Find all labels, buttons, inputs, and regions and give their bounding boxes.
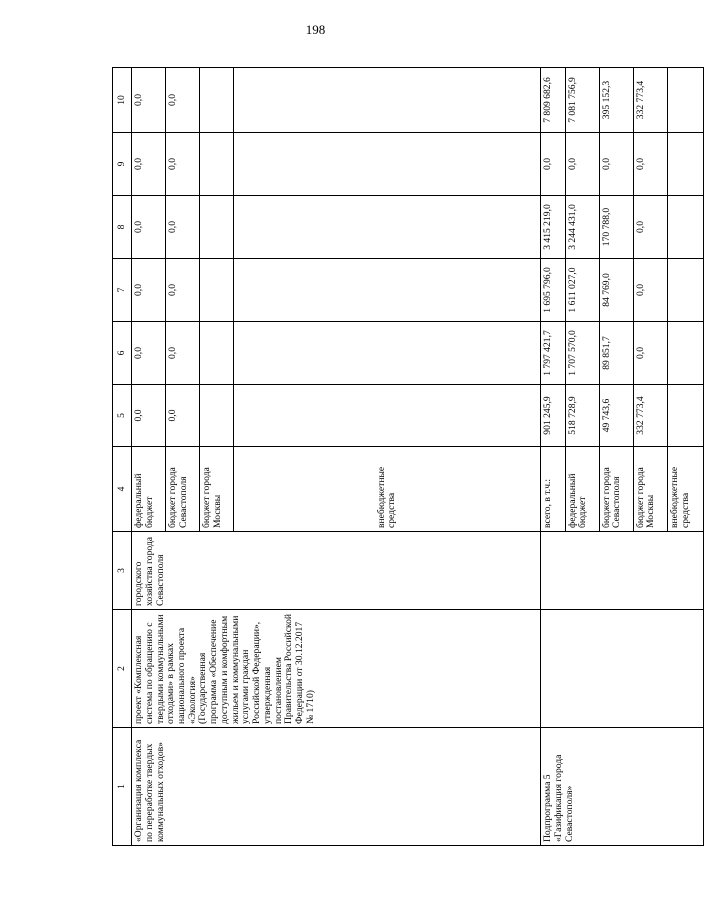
value-cell: 0,0 <box>132 322 166 385</box>
value-cell: 0,0 <box>132 259 166 322</box>
value-cell: 0,0 <box>633 259 667 322</box>
funding-source: бюджет города Севастополя <box>599 447 633 532</box>
value-cell: 7 081 756,9 <box>565 68 599 133</box>
column-number: 9 <box>113 133 132 196</box>
funding-source: бюджет города Москвы <box>633 447 667 532</box>
value-cell: 3 415 219,0 <box>541 196 565 259</box>
value-cell: 0,0 <box>541 133 565 196</box>
value-cell: 395 152,3 <box>599 68 633 133</box>
subprogram-name-cell: Подпрограмма 5 «Газификация города Севастополя» <box>541 728 704 846</box>
value-cell: 84 769,0 <box>599 259 633 322</box>
value-cell: 49 743,6 <box>599 385 633 447</box>
budget-table <box>112 67 704 846</box>
value-cell: 7 809 682,6 <box>541 68 565 133</box>
value-cell: 518 728,9 <box>565 385 599 447</box>
value-cell: 0,0 <box>166 259 200 322</box>
value-cell: 170 788,0 <box>599 196 633 259</box>
value-cell: 0,0 <box>166 196 200 259</box>
executor-cell: городского хозяйства города Севастополя <box>132 532 541 610</box>
column-number-row <box>113 68 132 846</box>
value-cell: 0,0 <box>166 133 200 196</box>
column-number: 7 <box>113 259 132 322</box>
value-cell: 332 773,4 <box>633 68 667 133</box>
table-row <box>132 68 166 846</box>
value-cell: 0,0 <box>565 133 599 196</box>
value-cell: 0,0 <box>132 196 166 259</box>
value-cell: 332 773,4 <box>633 385 667 447</box>
funding-source: всего, в т.ч.: <box>541 447 565 532</box>
column-number: 6 <box>113 322 132 385</box>
column-number: 8 <box>113 196 132 259</box>
column-number: 2 <box>113 610 132 728</box>
value-cell: 0,0 <box>633 322 667 385</box>
column-number: 5 <box>113 385 132 447</box>
event-name-cell: «Организация комплекса по переработке твердых коммунальных отходов» <box>132 728 541 846</box>
table-row <box>541 68 565 846</box>
value-cell: 89 851,7 <box>599 322 633 385</box>
value-cell: 0,0 <box>166 385 200 447</box>
value-cell: 1 707 570,0 <box>565 322 599 385</box>
page-number: 198 <box>305 22 326 37</box>
value-cell: 0,0 <box>633 196 667 259</box>
value-cell: 0,0 <box>132 385 166 447</box>
value-cell: 1 611 027,0 <box>565 259 599 322</box>
funding-source: внебюджетные средства <box>667 447 703 532</box>
column-number: 4 <box>113 447 132 532</box>
value-cell: 901 245,9 <box>541 385 565 447</box>
funding-source: внебюджетные средства <box>234 447 541 532</box>
value-cell: 0,0 <box>599 133 633 196</box>
column-number: 3 <box>113 532 132 610</box>
value-cell: 1 797 421,7 <box>541 322 565 385</box>
value-cell: 0,0 <box>166 322 200 385</box>
column-number: 1 <box>113 728 132 846</box>
value-cell: 0,0 <box>166 68 200 133</box>
funding-source: бюджет города Москвы <box>200 447 234 532</box>
funding-source: федеральный бюджет <box>565 447 599 532</box>
value-cell: 0,0 <box>633 133 667 196</box>
funding-source: бюджет города Севастополя <box>166 447 200 532</box>
value-cell: 0,0 <box>132 68 166 133</box>
value-cell: 0,0 <box>132 133 166 196</box>
funding-source: федеральный бюджет <box>132 447 166 532</box>
rotated-table-container <box>112 68 704 846</box>
column-number: 10 <box>113 68 132 133</box>
program-cell: проект «Комплексная система по обращению с твердыми коммунальными отходами» в рамках национального проекта «Экология» (Государственная программа «Обеспечение доступным и комфортным жильем и коммунальными услугами граждан Российской Федерации», утвержденная постановлением Правительства Российской Федерации от 30.12.2017 № 1710) <box>132 610 541 728</box>
value-cell: 3 244 431,0 <box>565 196 599 259</box>
value-cell: 1 695 796,0 <box>541 259 565 322</box>
